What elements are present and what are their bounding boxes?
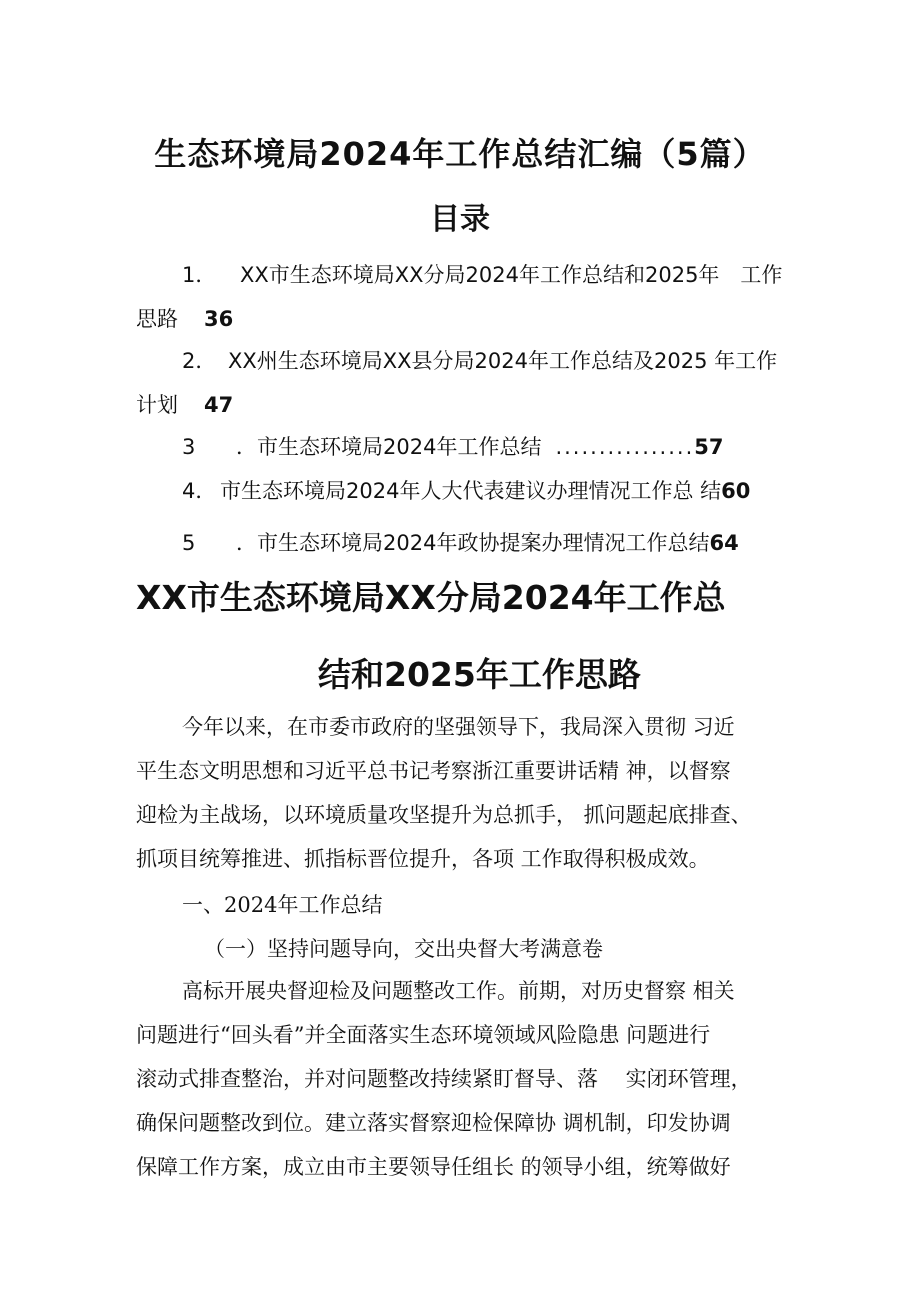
toc-item-2[interactable] — [182, 346, 777, 376]
body-text-line: 平生态文明思想和习近平总书记考察浙江重要讲话精 神，以督察 — [136, 759, 731, 783]
toc-number: 4． — [182, 479, 217, 503]
toc-number: 5 — [182, 531, 196, 555]
toc-page-number: 47 — [204, 393, 234, 417]
toc-page-number: 36 — [204, 307, 234, 331]
toc-item-text: XX州生态环境局XX县分局2024年工作总结及2025 年工作 — [228, 349, 778, 373]
toc-item-3[interactable] — [182, 432, 724, 462]
toc-leader-dots: ................ — [555, 435, 695, 459]
body-text-line: 迎检为主战场，以环境质量攻坚提升为总抓手， 抓问题起底排查、 — [136, 803, 752, 827]
toc-page-number: 64 — [709, 531, 739, 555]
body-text-line: 今年以来，在市委市政府的坚强领导下，我局深入贯彻 习近 — [182, 715, 735, 739]
body-text-line: 保障工作方案，成立由市主要领导任组长 的领导小组，统筹做好 — [136, 1155, 731, 1179]
body-text-line: 滚动式排查整治，并对问题整改持续紧盯督导、落 实闭环管理， — [136, 1067, 752, 1091]
toc-number: 3 — [182, 435, 196, 459]
document-title: 生态环境局2024年工作总结汇编（5篇） — [154, 135, 766, 173]
toc-item-4[interactable] — [182, 476, 750, 506]
toc-item-1[interactable] — [182, 260, 782, 290]
toc-item-text: XX市生态环境局XX分局2024年工作总结和2025年 工作 — [240, 263, 783, 287]
section-heading-1: 一、2024年工作总结 — [182, 893, 383, 917]
toc-item-text: 思路 — [136, 307, 178, 331]
toc-page-number: 57 — [694, 435, 724, 459]
toc-number: 1． — [182, 263, 217, 287]
toc-number: 2． — [182, 349, 217, 373]
toc-item-1-continued[interactable] — [136, 304, 233, 334]
section-title-line-2: 结和2025年工作思路 — [318, 655, 641, 694]
toc-item-text: 计划 — [136, 393, 178, 417]
section-title-line-1: XX市生态环境局XX分局2024年工作总 — [136, 578, 726, 617]
body-text-line: 问题进行“回头看”并全面落实生态环境领域风险隐患 问题进行 — [136, 1023, 711, 1047]
toc-item-5[interactable] — [182, 528, 739, 558]
toc-heading: 目录 — [430, 202, 490, 237]
body-text-line: 高标开展央督迎检及问题整改工作。前期，对历史督察 相关 — [182, 979, 735, 1003]
toc-item-text: 市生态环境局2024年人大代表建议办理情况工作总 结 — [220, 479, 722, 503]
toc-item-2-continued[interactable] — [136, 390, 233, 420]
toc-page-number: 60 — [721, 479, 751, 503]
subsection-heading-1: （一）坚持问题导向，交出央督大考满意卷 — [204, 937, 603, 961]
toc-item-text: ．市生态环境局2024年政协提案办理情况工作总结 — [236, 531, 710, 555]
body-text-line: 抓项目统筹推进、抓指标晋位提升，各项 工作取得积极成效。 — [136, 847, 710, 871]
toc-item-text: ．市生态环境局2024年工作总结 — [236, 435, 542, 459]
body-text-line: 确保问题整改到位。建立落实督察迎检保障协 调机制，印发协调 — [136, 1111, 731, 1135]
